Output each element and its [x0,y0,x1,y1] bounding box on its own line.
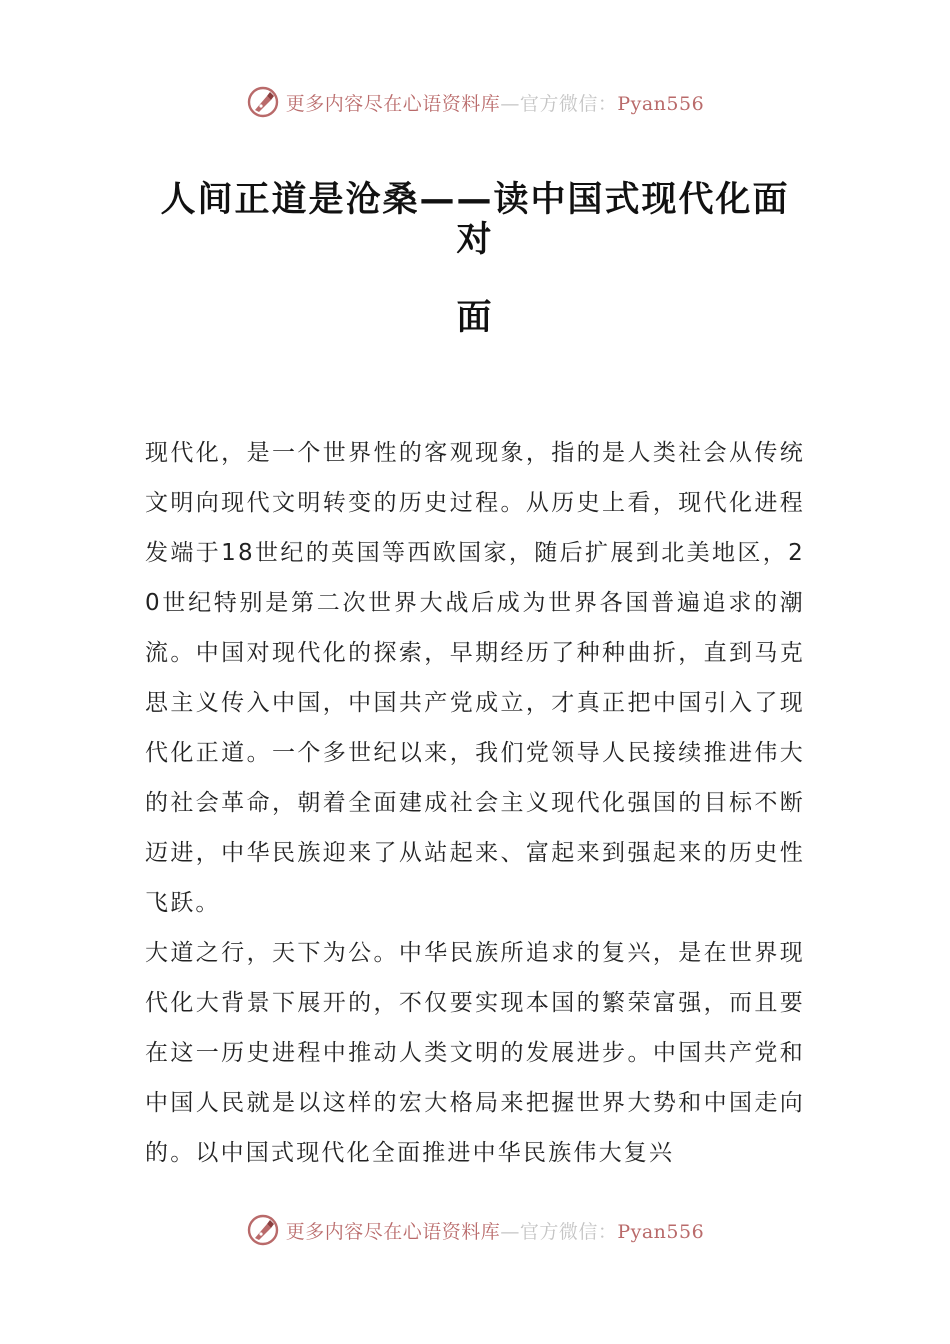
document-title-line-1: 人间正道是沧桑——读中国式现代化面对 [160,180,790,260]
watermark-wechat-label: 官方微信： [519,1220,618,1243]
watermark-wechat-id: Pyan556 [617,1220,705,1243]
pen-nib-logo-icon [246,85,280,119]
watermark-wechat-label: 官方微信： [519,92,618,115]
watermark-main: 更多内容尽在心语资料库 [285,92,501,115]
document-body [145,428,805,1178]
paragraph: 现代化，是一个世界性的客观现象，指的是人类社会从传统文明向现代文明转变的历史过程。从历史上看，现代化进程发端于18世纪的英国等西欧国家，随后扩展到北美地区，20世纪特别是第二次世界大战后成为世界各国普遍追求的潮流。中国对现代化的探索，早期经历了种种曲折，直到马克思主义传入中国，中国共产党成立，才真正把中国引入了现代化正道。一个多世纪以来，我们党领导人民接续推进伟大的社会革命，朝着全面建成社会主义现代化强国的目标不断迈进，中华民族迎来了从站起来、富起来到强起来的历史性飞跃。 [145,440,805,916]
watermark-text [286,1217,704,1244]
footer-watermark [0,1210,950,1250]
watermark-text [286,89,704,116]
watermark-main: 更多内容尽在心语资料库 [285,1220,501,1243]
watermark-wechat-id: Pyan556 [617,92,705,115]
pen-nib-logo-icon [246,1213,280,1247]
watermark-dash: — [500,1220,520,1243]
watermark-dash: — [500,92,520,115]
header-watermark [0,82,950,122]
document-title-line-2: 面 [456,298,494,338]
paragraph: 大道之行，天下为公。中华民族所追求的复兴，是在世界现代化大背景下展开的，不仅要实现本国的繁荣富强，而且要在这一历史进程中推动人类文明的发展进步。中国共产党和中国人民就是以这样的宏大格局来把握世界大势和中国走向的。以中国式现代化全面推进中华民族伟大复兴 [145,940,805,1166]
